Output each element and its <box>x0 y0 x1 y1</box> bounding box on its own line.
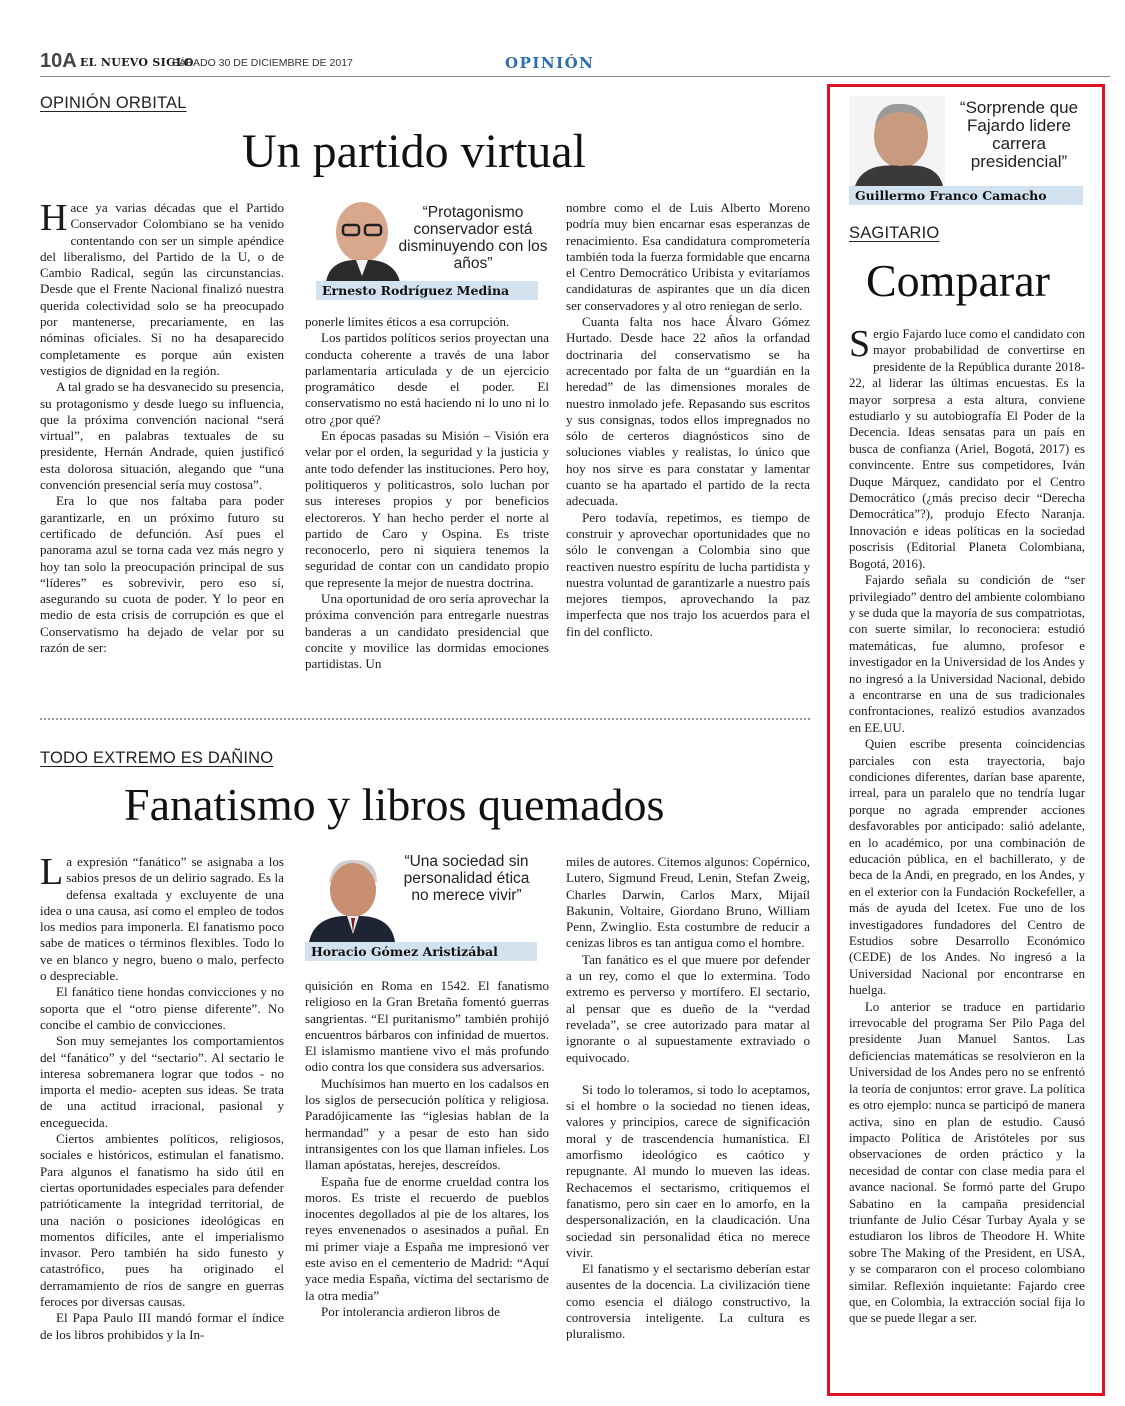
paragraph: España fue de enorme crueldad contra los moros. Es triste el recuerdo de pueblos inocentes degollados al pie de los altares, los reyes envenenados o asesinados a puñal. En mi primer viaje a España me impresionó ver este aviso en el cementerio de Madrid: “Aquí yace media España, víctima del sectarismo de la otra media” <box>305 1173 549 1303</box>
article2-column-3 <box>566 854 810 1343</box>
paragraph: Muchísimos han muerto en los cadalsos en los siglos de persecución política y religiosa. Paradójicamente las “iglesias hablan de la hermandad” y a pesar de esto han sido intransigentes con los que llaman infieles. Los llaman apóstatas, herejes, descreídos. <box>305 1075 549 1173</box>
paragraph: En épocas pasadas su Misión – Visión era velar por el orden, la seguridad y la justicia y ante todo defender las instituciones. Pero hoy, politiqueros y politicastros, solo luchan por sus intereses propios y por beneficios electoreros. Y han hecho perder el norte al partido de Caro y Ospina. Es triste reconocerlo, pero ni siquiera tenemos la seguridad de contar con un candidato propio que represente la mejor de nuestra doctrina. <box>305 428 549 590</box>
section-divider <box>40 718 810 720</box>
article3-author: Guillermo Franco Camacho <box>849 186 1083 205</box>
paragraph: Tan fanático es el que muere por defender a un rey, como el que lo extermina. Todo extremo es perverso y mortífero. El sectario, al pensar que es dueño de la “verdad revelada”, se cree autorizado para matar al ignorante o al supuestamente extraviado o equivocado. <box>566 951 810 1065</box>
paragraph: El fanatismo y el sectarismo deberían estar ausentes de la docencia. La civilización tiene como esencia el diálogo constructivo, la controversia inteligente. La cultura es pluralismo. <box>566 1261 810 1342</box>
article2-kicker: TODO EXTREMO ES DAÑINO <box>40 749 274 767</box>
drop-cap: H <box>40 197 68 239</box>
article3-pullquote: “Sorprende que Fajardo lidere carrera presidencial” <box>959 98 1079 171</box>
paragraph: Pero todavía, repetimos, es tiempo de construir y aprovechar oportunidades que no sólo le convengan a Colombia sino que reactiven nuestro espíritu de lucha partidista y nuestra voluntad de garantizarle a nuestro país mejores tiempos, aprovechando la paz imperfecta que nos trajo los acuerdos para el fin del conflicto. <box>566 509 810 639</box>
header-rule <box>40 76 1110 77</box>
paragraph: nombre como el de Luis Alberto Moreno podría muy bien encarnar esas esperanzas de renacimiento. Esa candidatura comprometería también toda la fuerza formidable que encarna el Centro Democrático Uribista y evitaríamos candidaturas de aspirantes que un día dicen ser conservadores y al otro reniegan de serlo. <box>566 200 810 313</box>
article3-column <box>849 323 1085 1327</box>
article1-column-3 <box>566 200 810 640</box>
issue-date: SÁBADO 30 DE DICIEMBRE DE 2017 <box>172 57 353 69</box>
article1-headline: Un partido virtual <box>242 125 586 178</box>
paragraph: La expresión “fanático” se asignaba a los sabios presos de un delirio sagrado. Es la defensa exaltada y excluyente de una idea o una causa, así como el empleo de todos los medios para imponerla. El fanatismo poco sabe de matices o términos flexibles. Todo lo ve en blanco y negro, bueno o malo, perfecto o despreciable. <box>40 851 284 984</box>
article1-kicker: OPINIÓN ORBITAL <box>40 94 187 112</box>
paragraph: Si todo lo toleramos, si todo lo aceptamos, si el hombre o la sociedad no tienen ideas, valores y principios, carece de significación moral y de trascendencia humanística. El amorfismo ideológico es caótico y repugnante. Al mundo lo mueven las ideas. Rechacemos el sectarismo, critiquemos el fanatismo, pero sin caer en lo amorfo, en la despersonalización, en la claudicación. Una sociedad sin personalidad ética no merece vivir. <box>566 1081 810 1260</box>
author-photo-franco <box>849 96 945 186</box>
author-photo-gomez <box>305 852 397 942</box>
paragraph: Una oportunidad de oro sería aprovechar la próxima convención para entregarle nuestras banderas a un candidato presidencial que concite y movilice las dormidas emociones partidistas. Un <box>305 591 549 672</box>
article1-author: Ernesto Rodríguez Medina <box>316 281 538 300</box>
article2-column-2 <box>305 978 549 1320</box>
paragraph: Quien escribe presenta coincidencias parciales con esta trayectoria, bajo condiciones diferentes, darían base aparente, irreal, para un paralelo que no tendría lugar porque no agrada emprender acciones desfavorables por anticipado: salió adelante, en lo académico, por una combinación de educación pública, en el bachillerato, y de beca de la Andi, en pregrado, en los Andes, y en el exterior con la Fundación Rockefeller, a más de ayuda del Icetex. Fue uno de los investigadores fundadores del Centro de Estudios sobre Desarrollo Económico (CEDE) de los Andes. No ingresó a la Universidad Nacional por encontrarse en huelga. <box>849 737 1085 998</box>
paragraph: ponerle límites éticos a esa corrupción. <box>305 314 510 329</box>
paragraph: El fanático tiene hondas convicciones y no soporta que el “otro piense diferente”. No concibe el cambio de convicciones. <box>40 984 284 1032</box>
page-number: 10A <box>40 50 77 72</box>
paragraph: A tal grado se ha desvanecido su presencia, su protagonismo y desde luego su influencia, que la próxima convención nacional “será virtual”, en palabras textuales de su presidente, Hernán Andrade, quien justificó esta dolorosa situación, alegando que “una convención presencial sería muy costosa”. <box>40 379 284 493</box>
article3-headline: Comparar <box>866 255 1050 306</box>
paragraph: quisición en Roma en 1542. El fanatismo religioso en la Gran Bretaña fomentó guerras sangrientas. “El puritanismo” también prohijó encuentros bárbaros con infinidad de muertos. El islamismo mantiene vivo el más profundo odio contra los que considera sus adversarios. <box>305 978 549 1075</box>
paragraph: Los partidos políticos serios proyectan una conducta coherente a través de una labor parlamentaria articulada y de un ejercicio programático desde el poder. El conservatismo no está haciendo ni lo uno ni lo otro ¿por qué? <box>305 330 549 427</box>
paragraph: Lo anterior se traduce en partidario irrevocable del programa Ser Pilo Paga del presidente Juan Manuel Santos. Las deficiencias matemáticas se resolvieron en la Universidad de los Andes pero no se enfrentó la teoría de conjuntos: error grave. La política es otro ejemplo: nunca se participó de manera activa, sino en plan de estudio. Causó impacto Política de Aristóteles por sus observaciones de orden práctico y la necesidad de contar con clase media para el avance nacional. Se formó parte del Grupo Sabatino en la campaña presidencial triunfante de Julio César Turbay Ayala y se estudiaron los libros de Theodore H. White sobre The Making of the President, en USA, y se compararon con el proceso colombiano similar. Reflexión inquietante: Fajardo cree que, en Colombia, la extracción social fija lo que se puede llegar a ser. <box>849 999 1085 1326</box>
section-title: OPINIÓN <box>505 54 595 72</box>
paragraph: Era lo que nos faltaba para poder garantizarle, en un próximo futuro su certificado de defunción. Así pues el panorama azul se torna cada vez más negro y hoy tan solo la preocupación principal de sus “líderes” es sobrevivir, pero eso sí, asegurando su cuota de poder. Y lo peor en medio de esta crisis de corrupción es que el Conservatismo ha dejado de velar por su razón de ser: <box>40 493 284 656</box>
newspaper-name: EL NUEVO SIGLO <box>80 56 194 69</box>
paragraph: Cuanta falta nos hace Álvaro Gómez Hurtado. Desde hace 22 años la orfandad doctrinaria del conservatismo se ha acrecentado por falta de un “guardián en la heredad” de las dimensiones morales de nuestro inmolado jefe. Repasando sus escritos y sus consignas, todos ellos impregnados no sólo de certeros diagnósticos sino de soluciones viables y realistas, lo único que hoy nos sirve es para constatar y lamentar cuanto se ha apartado el partido de la recta adecuada. <box>566 314 810 509</box>
article2-pullquote: “Una sociedad sin personalidad ética no merece vivir” <box>403 853 530 904</box>
article3-kicker: SAGITARIO <box>849 224 940 242</box>
drop-cap: L <box>40 851 64 893</box>
paragraph: Ciertos ambientes políticos, religiosos, sociales e históricos, estimulan el fanatismo. Para algunos el fanatismo ha sido útil en ciertas oportunidades especiales para defender patrióticamente la integridad territorial, de una nación o posiciones ideológicas en momentos difíciles, ante el imperialismo invasor. Pero también ha sido funesto y catastrófico, pues ha originado el derramamiento de ríos de sangre en guerras feroces por diversas causas. <box>40 1131 284 1310</box>
author-photo-rodriguez <box>316 198 406 282</box>
paragraph: miles de autores. Citemos algunos: Copérnico, Lutero, Sigmund Freud, Lenin, Stefan Zweig, Charles Darwin, Carlos Marx, Mijaíl Bakunin, Voltaire, Giordano Bruno, William Penn, Zwinglio. Esta costumbre de reducir a cenizas libros es tan antigua como el hombre. <box>566 854 811 951</box>
paragraph: Fajardo señala su condición de “ser privilegiado” dentro del ambiente colombiano y se duda que la mayoría de sus compatriotas, con suerte similar, lo reconociera: estudió matemáticas, fue alumno, profesor e investigador en la Universidad de los Andes y no ingresó a la Universidad Nacional, debido a encontrarse en una de sus tradicionales confrontaciones, realizó estudios avanzados en EE.UU. <box>849 573 1085 735</box>
article1-column-1 <box>40 197 284 656</box>
article1-column-2 <box>305 314 549 673</box>
article1-pullquote: “Protagonismo conservador está disminuyendo con los años” <box>398 204 548 272</box>
paragraph: El Papa Paulo III mandó formar el índice de los libros prohibidos y la In- <box>40 1310 284 1342</box>
drop-cap: S <box>849 323 871 365</box>
article2-headline: Fanatismo y libros quemados <box>124 779 665 830</box>
article2-column-1 <box>40 851 284 1343</box>
paragraph: Sergio Fajardo luce como el candidato con mayor probabilidad de convertirse en presidente de la República durante 2018-22, al liderar las últimas encuestas. Es la mayor sorpresa a esta altura, conviene estudiarlo y su autobiografía El Poder de la Decencia. Ideas sensatas para un país en busca de confianza (Ariel, Bogotá, 2017) es convincente. Entre sus competidores, Iván Duque Márquez, candidato por el Centro Democrático (¿más preciso decir “Derecha Democrática”?), produjo Efecto Naranja. Innovación e ideas políticas en la sociedad poscrisis (Editorial Planeta Colombiana, Bogotá, 2016). <box>849 323 1085 571</box>
article2-author: Horacio Gómez Aristizábal <box>305 942 537 961</box>
paragraph: Son muy semejantes los comportamientos del “fanático” y del “sectario”. Al sectario le interesa sobremanera lograr que todos - no importa el medio- acepten sus ideas. Se trata de una actitud irracional, pasional y enceguecida. <box>40 1033 284 1130</box>
paragraph: Por intolerancia ardieron libros de <box>321 1303 500 1319</box>
paragraph: Hace ya varias décadas que el Partido Conservador Colombiano se ha venido contentando con ser un simple apéndice del liberalismo, del Partido de la U, o de Cambio Radical, según las circunstancias. Desde que el Frente Nacional finalizó nuestra querida colectividad solo se ha preocupado por mantenerse, precariamente, en las nóminas oficiales. Si no ha desaparecido completamente es porque aún existen vestigios de dignidad en la región. <box>40 197 284 378</box>
